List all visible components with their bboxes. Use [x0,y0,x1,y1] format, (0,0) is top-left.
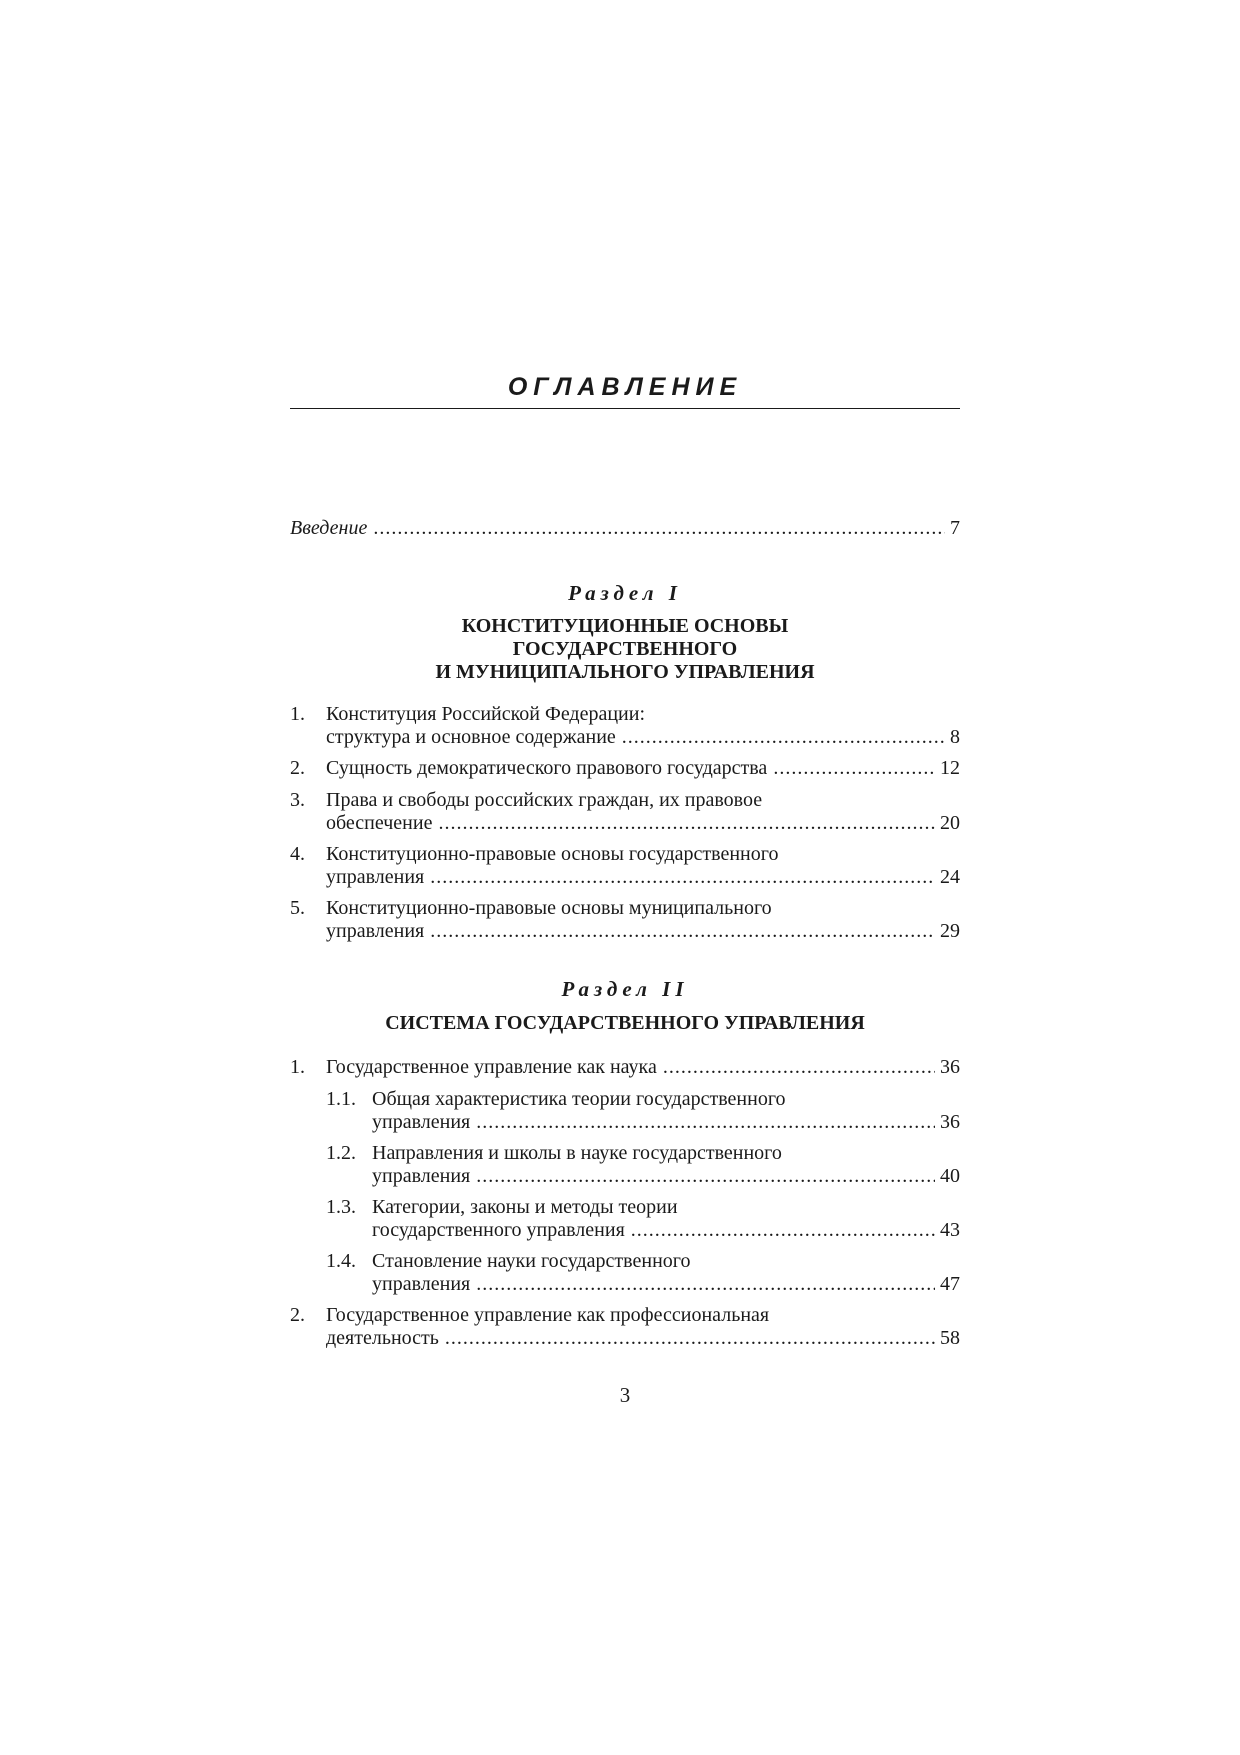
toc-entry-s1-3[interactable] [290,789,960,835]
toc-entry-s2-1-4[interactable] [290,1250,960,1296]
section-1-title-line: КОНСТИТУЦИОННЫЕ ОСНОВЫ [461,615,789,637]
toc-entry-s1-2[interactable] [290,757,960,780]
toc-entry-page: 43 [940,1219,960,1241]
toc-entry-label: Государственное управление как профессиональная [326,1304,770,1326]
toc-entry-number: 2. [290,757,305,779]
toc-entry-s1-1[interactable] [290,703,960,749]
toc-entry-s2-1-2[interactable] [290,1142,960,1188]
toc-entry-label: Становление науки государственного [372,1250,691,1272]
leader-dots [476,1165,935,1188]
toc-entry-label-cont: обеспечение [326,812,433,834]
leader-dots [445,1327,935,1350]
toc-entry-page: 12 [940,757,960,779]
toc-entry-page: 47 [940,1273,960,1295]
toc-entry-page: 36 [940,1111,960,1133]
toc-entry-number: 2. [290,1304,305,1326]
toc-entry-number: 1. [290,1056,305,1078]
section-1-title-line: И МУНИЦИПАЛЬНОГО УПРАВЛЕНИЯ [435,661,815,683]
toc-entry-number: 3. [290,789,305,811]
leader-dots [622,726,945,749]
toc-entry-label: Конституция Российской Федерации: [326,703,646,725]
leader-dots [476,1111,935,1134]
section-1-label: Раздел I [568,581,682,605]
toc-entry-intro[interactable] [290,517,960,540]
toc-entry-label: Государственное управление как наука [326,1056,657,1078]
toc-entry-page: 29 [940,920,960,942]
toc-entry-s2-1-1[interactable] [290,1088,960,1134]
toc-entry-number: 1. [290,703,305,725]
toc-entry-label-cont: деятельность [326,1327,439,1349]
toc-entry-s2-2[interactable] [290,1304,960,1350]
toc-entry-label-cont: государственного управления [372,1219,625,1241]
section-1-title [290,615,960,684]
toc-entry-label-cont: управления [372,1111,471,1133]
toc-entry-s1-4[interactable] [290,843,960,889]
leader-dots [373,517,945,540]
toc-entry-label-cont: структура и основное содержание [326,726,616,748]
toc-entry-label: Общая характеристика теории государственного [372,1088,786,1110]
leader-dots [663,1056,935,1079]
toc-entry-number: 1.4. [326,1250,356,1272]
toc-entry-number: 1.2. [326,1142,356,1164]
leader-dots [773,757,935,780]
toc-entry-label-cont: управления [326,920,425,942]
toc-entry-label-cont: управления [326,866,425,888]
section-2-title: СИСТЕМА ГОСУДАРСТВЕННОГО УПРАВЛЕНИЯ [385,1012,865,1034]
toc-entry-page: 24 [940,866,960,888]
toc-entry-s1-5[interactable] [290,897,960,943]
toc-entry-number: 5. [290,897,305,919]
leader-dots [430,866,935,889]
toc-entry-number: 1.1. [326,1088,356,1110]
page-title: ОГЛАВЛЕНИЕ [507,373,743,401]
section-2-label: Раздел II [561,977,689,1001]
toc-entry-label-cont: управления [372,1273,471,1295]
toc-entry-page: 40 [940,1165,960,1187]
toc-entry-label: Сущность демократического правового государства [326,757,768,779]
leader-dots [631,1219,935,1242]
toc-entry-number: 4. [290,843,305,865]
page-number: 3 [619,1383,631,1407]
section-1-title-line: ГОСУДАРСТВЕННОГО [512,638,738,660]
toc-entry-label: Введение [290,517,368,539]
toc-entry-page: 8 [950,726,960,748]
toc-entry-number: 1.3. [326,1196,356,1218]
toc-entry-label: Права и свободы российских граждан, их правовое [326,789,763,811]
toc-entry-page: 58 [940,1327,960,1349]
toc-entry-label: Направления и школы в науке государственного [372,1142,782,1164]
toc-entry-s2-1-3[interactable] [290,1196,960,1242]
leader-dots [430,920,935,943]
toc-entry-page: 7 [950,517,960,539]
leader-dots [438,812,935,835]
toc-entry-label: Конституционно-правовые основы государственного [326,843,779,865]
toc-entry-page: 36 [940,1056,960,1078]
toc-entry-page: 20 [940,812,960,834]
toc-page [290,0,960,1755]
title-rule [290,408,960,409]
toc-entry-label-cont: управления [372,1165,471,1187]
leader-dots [476,1273,935,1296]
toc-entry-label: Конституционно-правовые основы муниципального [326,897,772,919]
toc-entry-s2-1[interactable] [290,1056,960,1079]
toc-entry-label: Категории, законы и методы теории [372,1196,678,1218]
